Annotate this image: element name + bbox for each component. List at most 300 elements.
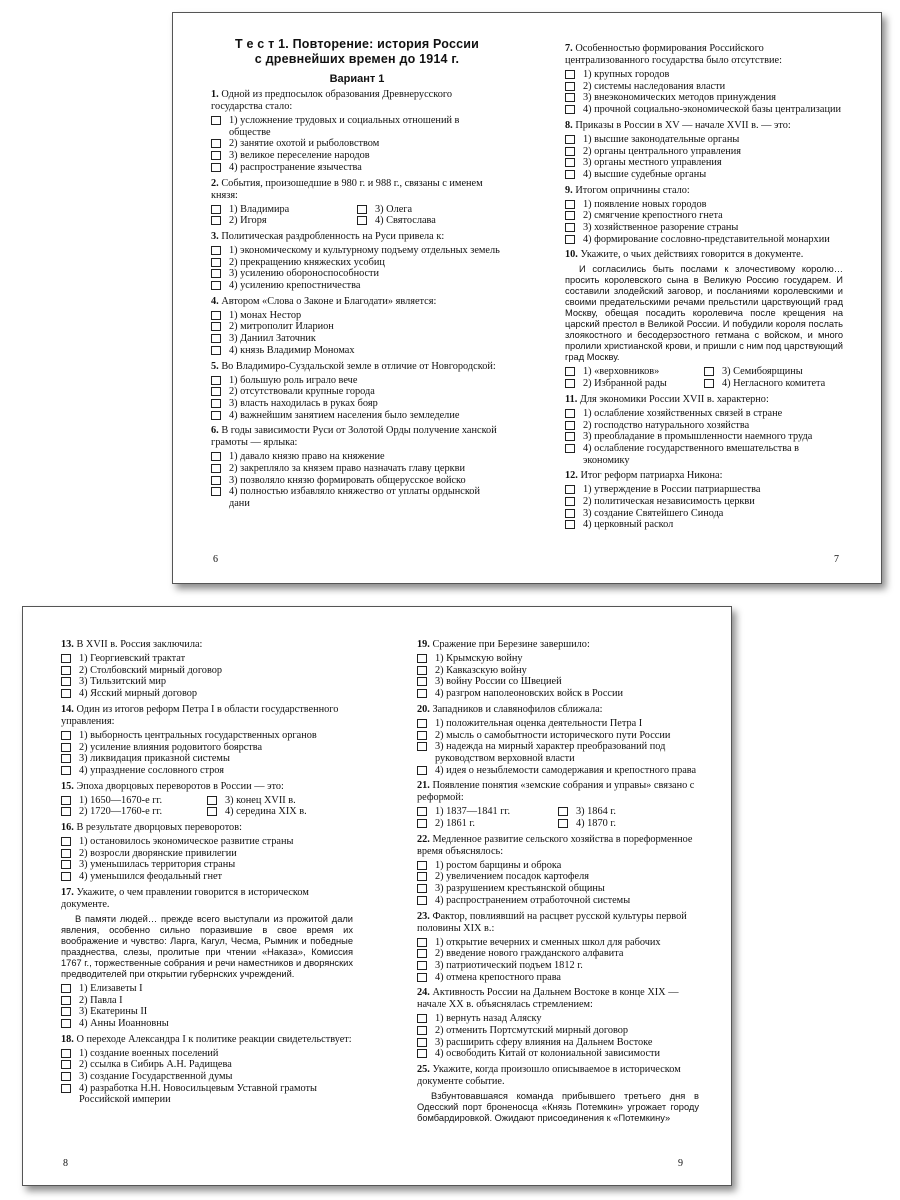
page-7-column — [565, 39, 843, 583]
answer-checkbox[interactable] — [417, 861, 427, 870]
answer-checkbox[interactable] — [211, 246, 221, 255]
answer-label: 3) Семибоярщины — [722, 366, 803, 378]
answer-checkbox[interactable] — [417, 742, 427, 751]
answer-option[interactable] — [565, 496, 843, 508]
answer-option[interactable] — [61, 1083, 353, 1106]
answer-option[interactable] — [565, 169, 843, 181]
answer-checkbox[interactable] — [207, 796, 217, 805]
answer-label: 2) прекращению княжеских усобиц — [229, 256, 385, 268]
question — [565, 120, 843, 181]
answer-checkbox[interactable] — [211, 376, 221, 385]
page-9-column — [417, 635, 699, 1185]
answer-checkbox[interactable] — [61, 1072, 71, 1081]
answer-checkbox[interactable] — [565, 520, 575, 529]
answer-option[interactable] — [61, 1006, 353, 1018]
answer-option[interactable] — [211, 333, 503, 345]
answer-option[interactable] — [61, 848, 353, 860]
answer-checkbox[interactable] — [417, 719, 427, 728]
answer-label: 1) вернуть назад Аляску — [435, 1013, 542, 1025]
answer-option[interactable] — [704, 366, 843, 378]
question-number: 5. — [211, 360, 219, 372]
question — [565, 249, 843, 389]
answer-option[interactable] — [417, 860, 699, 872]
answer-checkbox[interactable] — [211, 205, 221, 214]
answer-checkbox[interactable] — [211, 334, 221, 343]
answer-label: 1) 1650—1670-е гг. — [79, 794, 163, 806]
question-number: 13. — [61, 639, 74, 650]
answer-label: 4) распространением отработочной системы — [435, 894, 631, 906]
answer-option[interactable] — [211, 257, 503, 269]
answer-label: 1) монах Нестор — [229, 309, 302, 321]
answer-option[interactable] — [211, 410, 503, 422]
question-text — [417, 987, 699, 1011]
answer-checkbox[interactable] — [417, 677, 427, 686]
answer-label: 2) господство натурального хозяйства — [583, 419, 750, 431]
answer-option[interactable] — [565, 81, 843, 93]
answer-checkbox[interactable] — [61, 984, 71, 993]
question-number: 11. — [565, 393, 578, 405]
question-text — [61, 704, 353, 728]
answer-checkbox[interactable] — [61, 837, 71, 846]
answer-option[interactable] — [565, 69, 843, 81]
question-text — [417, 780, 699, 804]
question-number: 24. — [417, 987, 430, 999]
answer-option[interactable] — [207, 806, 353, 818]
answer-option[interactable] — [61, 1059, 353, 1071]
answer-label: 2) митрополит Иларион — [229, 321, 334, 333]
answer-checkbox[interactable] — [211, 258, 221, 267]
answer-option[interactable] — [558, 818, 699, 830]
answer-checkbox[interactable] — [211, 387, 221, 396]
answer-checkbox[interactable] — [417, 938, 427, 947]
answer-option[interactable] — [417, 1025, 699, 1037]
answer-label: 4) отмена крепостного права — [435, 971, 561, 983]
question-prompt: В XVII в. Россия заключила: — [76, 639, 203, 650]
question-number: 20. — [417, 703, 430, 715]
question-number: 16. — [61, 822, 74, 834]
question-prompt: Один из итогов реформ Петра I в области государственного управления: — [61, 703, 339, 727]
answer-checkbox[interactable] — [565, 93, 575, 102]
answer-option[interactable] — [565, 134, 843, 146]
answer-checkbox[interactable] — [207, 807, 217, 816]
answer-checkbox[interactable] — [211, 311, 221, 320]
answer-checkbox[interactable] — [417, 896, 427, 905]
answer-label: 2) системы наследования власти — [583, 80, 726, 92]
answer-options — [565, 69, 843, 116]
page-number: 9 — [678, 1158, 683, 1169]
answer-option[interactable] — [565, 408, 843, 420]
answer-option[interactable] — [565, 508, 843, 520]
question-prompt: Одной из предпосылок образования Древнерусского государства стало: — [211, 89, 452, 112]
question-number: 23. — [417, 910, 430, 922]
answer-option[interactable] — [565, 199, 843, 211]
answer-checkbox[interactable] — [61, 1007, 71, 1016]
answer-label: 1) положительная оценка деятельности Петра I — [435, 717, 643, 729]
question — [565, 394, 843, 467]
answer-option[interactable] — [417, 741, 699, 764]
answer-option[interactable] — [417, 688, 699, 700]
answer-label: 4) распространение язычества — [229, 161, 362, 173]
answer-checkbox[interactable] — [61, 872, 71, 881]
answer-options — [211, 115, 503, 174]
answer-option[interactable] — [417, 948, 699, 960]
answer-checkbox[interactable] — [417, 884, 427, 893]
answer-label: 4) Негласного комитета — [722, 378, 826, 390]
answer-checkbox[interactable] — [61, 689, 71, 698]
answer-option[interactable] — [417, 818, 558, 830]
answer-label: 4) 1870 г. — [576, 818, 616, 830]
answer-checkbox[interactable] — [565, 158, 575, 167]
answer-checkbox[interactable] — [61, 1084, 71, 1093]
answer-label: 2) усиление влияния родовитого боярства — [79, 741, 263, 753]
answer-checkbox[interactable] — [211, 452, 221, 461]
answer-checkbox[interactable] — [61, 860, 71, 869]
answer-option[interactable] — [357, 204, 503, 216]
question — [61, 822, 353, 883]
answer-checkbox[interactable] — [357, 216, 367, 225]
question — [61, 704, 353, 777]
answer-option[interactable] — [417, 1037, 699, 1049]
answer-options — [61, 795, 353, 818]
answer-label: 3) великое переселение народов — [229, 150, 370, 162]
answer-checkbox[interactable] — [565, 509, 575, 518]
question-number: 17. — [61, 886, 74, 898]
answer-option[interactable] — [417, 730, 699, 742]
answer-options — [211, 375, 503, 422]
question-text — [565, 120, 843, 132]
answer-option[interactable] — [61, 995, 353, 1007]
answer-checkbox[interactable] — [211, 139, 221, 148]
answer-checkbox[interactable] — [417, 949, 427, 958]
answer-option[interactable] — [565, 443, 843, 466]
answer-checkbox[interactable] — [417, 1049, 427, 1058]
answer-option[interactable] — [61, 983, 353, 995]
answer-option[interactable] — [417, 676, 699, 688]
answer-checkbox[interactable] — [565, 200, 575, 209]
answer-checkbox[interactable] — [61, 1019, 71, 1028]
answer-checkbox[interactable] — [417, 872, 427, 881]
answer-option[interactable] — [417, 960, 699, 972]
answer-checkbox[interactable] — [61, 796, 71, 805]
answer-option[interactable] — [61, 753, 353, 765]
answer-label: 4) усилению крепостничества — [229, 280, 361, 292]
answer-option[interactable] — [417, 665, 699, 677]
question-prompt: Укажите, когда произошло описываемое в историческом документе событие. — [417, 1064, 681, 1088]
answer-option[interactable] — [417, 653, 699, 665]
answer-option[interactable] — [565, 484, 843, 496]
answer-options — [61, 983, 353, 1030]
answer-label: 4) прочной социально-экономической базы централизации — [583, 104, 841, 116]
answer-option[interactable] — [61, 653, 353, 665]
answer-option[interactable] — [211, 451, 503, 463]
answer-option[interactable] — [61, 859, 353, 871]
answer-option[interactable] — [211, 310, 503, 322]
answer-checkbox[interactable] — [417, 654, 427, 663]
answer-option[interactable] — [211, 463, 503, 475]
answer-option[interactable] — [61, 1018, 353, 1030]
answer-checkbox[interactable] — [565, 170, 575, 179]
answer-label: 4) идея о незыблемости самодержавия и крепостного права — [435, 764, 697, 776]
answer-checkbox[interactable] — [417, 1014, 427, 1023]
answer-options — [417, 718, 699, 777]
page-8-column — [61, 635, 353, 1185]
answer-checkbox[interactable] — [211, 216, 221, 225]
answer-checkbox[interactable] — [417, 666, 427, 675]
answer-label: 4) князь Владимир Мономах — [229, 344, 355, 356]
answer-options — [61, 730, 353, 777]
answer-options — [61, 836, 353, 883]
question-number: 8. — [565, 119, 573, 131]
answer-option[interactable] — [565, 157, 843, 169]
answer-option[interactable] — [565, 431, 843, 443]
answer-checkbox[interactable] — [565, 105, 575, 114]
answer-checkbox[interactable] — [704, 367, 714, 376]
answer-option[interactable] — [211, 215, 357, 227]
answer-checkbox[interactable] — [61, 754, 71, 763]
answer-options — [211, 451, 503, 510]
answer-checkbox[interactable] — [565, 367, 575, 376]
answer-option[interactable] — [417, 937, 699, 949]
answer-option[interactable] — [211, 486, 503, 509]
answer-option[interactable] — [565, 234, 843, 246]
question-text — [417, 1064, 699, 1088]
answer-checkbox[interactable] — [417, 1038, 427, 1047]
answer-label: 3) конец XVII в. — [225, 794, 296, 806]
answer-checkbox[interactable] — [211, 322, 221, 331]
answer-option[interactable] — [61, 806, 207, 818]
answer-label: 1) Владимира — [229, 203, 290, 215]
answer-label: 4) полностью избавляло княжество от уплаты ордынской дани — [229, 486, 480, 510]
question-prompt: Автором «Слова о Законе и Благодати» является: — [221, 295, 437, 307]
answer-option[interactable] — [61, 795, 207, 807]
answer-option[interactable] — [417, 765, 699, 777]
answer-checkbox[interactable] — [417, 961, 427, 970]
answer-checkbox[interactable] — [565, 379, 575, 388]
answer-label: 2) Павла I — [79, 994, 123, 1006]
answer-option[interactable] — [558, 806, 699, 818]
answer-checkbox[interactable] — [61, 1060, 71, 1069]
page-number: 6 — [213, 554, 218, 565]
answer-checkbox[interactable] — [211, 399, 221, 408]
answer-option[interactable] — [61, 871, 353, 883]
answer-checkbox[interactable] — [565, 223, 575, 232]
question-prompt: Для экономики России XVII в. характерно: — [579, 393, 769, 405]
answer-option[interactable] — [211, 375, 503, 387]
answer-checkbox[interactable] — [61, 807, 71, 816]
question-number: 9. — [565, 184, 573, 196]
answer-label: 1) выборность центральных государственных органов — [79, 729, 317, 741]
question-text — [61, 822, 353, 834]
answer-checkbox[interactable] — [61, 1049, 71, 1058]
answer-label: 1) большую роль играло вече — [229, 374, 358, 386]
answer-option[interactable] — [61, 665, 353, 677]
answer-option[interactable] — [211, 162, 503, 174]
answer-checkbox[interactable] — [417, 973, 427, 982]
answer-option[interactable] — [565, 420, 843, 432]
answer-option[interactable] — [61, 765, 353, 777]
question — [417, 911, 699, 984]
answer-checkbox[interactable] — [211, 464, 221, 473]
answer-label: 4) ослабление государственного вмешательства в экономику — [583, 442, 799, 466]
answer-checkbox[interactable] — [417, 1026, 427, 1035]
answer-option[interactable] — [417, 972, 699, 984]
answer-checkbox[interactable] — [211, 346, 221, 355]
answer-checkbox[interactable] — [558, 807, 568, 816]
answer-checkbox[interactable] — [61, 849, 71, 858]
question-number: 21. — [417, 780, 430, 792]
answer-option[interactable] — [61, 1071, 353, 1083]
answer-option[interactable] — [565, 378, 704, 390]
question-text — [211, 361, 503, 373]
answer-checkbox[interactable] — [565, 235, 575, 244]
answer-option[interactable] — [211, 398, 503, 410]
answer-checkbox[interactable] — [565, 135, 575, 144]
question-list — [417, 639, 699, 1124]
answer-option[interactable] — [211, 245, 503, 257]
answer-checkbox[interactable] — [61, 731, 71, 740]
answer-label: 4) середина XIX в. — [225, 806, 307, 818]
answer-label: 3) надежда на мирный характер преобразований под руководством верховной власти — [435, 741, 666, 764]
answer-option[interactable] — [211, 345, 503, 357]
answer-checkbox[interactable] — [565, 497, 575, 506]
answer-checkbox[interactable] — [565, 211, 575, 220]
answer-label: 2) отсутствовали крупные города — [229, 386, 375, 398]
question-text — [61, 639, 353, 651]
answer-option[interactable] — [61, 688, 353, 700]
answer-checkbox[interactable] — [357, 205, 367, 214]
answer-checkbox[interactable] — [704, 379, 714, 388]
answer-option[interactable] — [417, 718, 699, 730]
question-text — [211, 231, 503, 243]
answer-label: 1) остановилось экономическое развитие страны — [79, 836, 294, 848]
question-number: 10. — [565, 249, 578, 261]
answer-option[interactable] — [704, 378, 843, 390]
answer-checkbox[interactable] — [565, 70, 575, 79]
answer-option[interactable] — [207, 795, 353, 807]
answer-label: 2) смягчение крепостного гнета — [583, 210, 723, 222]
answer-checkbox[interactable] — [61, 743, 71, 752]
answer-checkbox[interactable] — [558, 819, 568, 828]
answer-option[interactable] — [565, 366, 704, 378]
answer-checkbox[interactable] — [211, 281, 221, 290]
question-prompt: Сражение при Березине завершило: — [432, 639, 590, 650]
answer-option[interactable] — [211, 280, 503, 292]
answer-option[interactable] — [211, 475, 503, 487]
answer-option[interactable] — [565, 222, 843, 234]
answer-label: 3) усилению обороноспособности — [229, 268, 380, 280]
answer-checkbox[interactable] — [565, 409, 575, 418]
answer-checkbox[interactable] — [565, 444, 575, 453]
answer-option[interactable] — [211, 321, 503, 333]
answer-checkbox[interactable] — [417, 731, 427, 740]
question-prompt: Медленное развитие сельского хозяйства в пореформенное время объяснялось: — [417, 833, 693, 857]
question-prompt: Приказы в России в XV — начале XVII в. — это: — [575, 119, 791, 131]
answer-checkbox[interactable] — [417, 689, 427, 698]
answer-label: 1) открытие вечерних и сменных школ для рабочих — [435, 936, 661, 948]
answer-option[interactable] — [211, 138, 503, 150]
answer-checkbox[interactable] — [61, 654, 71, 663]
answer-checkbox[interactable] — [61, 766, 71, 775]
answer-option[interactable] — [211, 268, 503, 280]
answer-checkbox[interactable] — [417, 766, 427, 775]
answer-option[interactable] — [417, 806, 558, 818]
answer-option[interactable] — [61, 836, 353, 848]
answer-option[interactable] — [417, 883, 699, 895]
question-number: 12. — [565, 470, 578, 482]
answer-option[interactable] — [417, 1013, 699, 1025]
question-number: 19. — [417, 639, 430, 650]
answer-option[interactable] — [417, 871, 699, 883]
answer-checkbox[interactable] — [565, 147, 575, 156]
answer-option[interactable] — [61, 676, 353, 688]
question — [61, 887, 353, 1030]
answer-label: 1) крупных городов — [583, 69, 670, 80]
answer-checkbox[interactable] — [417, 819, 427, 828]
page-6-column — [211, 37, 503, 583]
answer-option[interactable] — [61, 742, 353, 754]
answer-option[interactable] — [211, 115, 503, 138]
answer-option[interactable] — [565, 104, 843, 116]
question — [211, 361, 503, 422]
question-prompt: Итогом опричнины стало: — [575, 184, 690, 196]
answer-checkbox[interactable] — [61, 666, 71, 675]
question — [211, 425, 503, 510]
answer-option[interactable] — [417, 895, 699, 907]
answer-option[interactable] — [357, 215, 503, 227]
question-number: 25. — [417, 1064, 430, 1076]
answer-label: 3) позволяло князю формировать общерусское войско — [229, 474, 466, 486]
answer-checkbox[interactable] — [211, 116, 221, 125]
answer-checkbox[interactable] — [211, 269, 221, 278]
answer-option[interactable] — [565, 519, 843, 531]
answer-option[interactable] — [61, 730, 353, 742]
answer-options — [211, 310, 503, 357]
answer-checkbox[interactable] — [211, 476, 221, 485]
answer-checkbox[interactable] — [211, 163, 221, 172]
answer-option[interactable] — [417, 1048, 699, 1060]
answer-option[interactable] — [565, 210, 843, 222]
answer-label: 3) Тильзитский мир — [79, 676, 167, 688]
answer-label: 1) 1837—1841 гг. — [435, 806, 511, 818]
answer-option[interactable] — [61, 1048, 353, 1060]
answer-checkbox[interactable] — [565, 421, 575, 430]
answer-options — [211, 245, 503, 292]
answer-options — [417, 860, 699, 907]
answer-checkbox[interactable] — [211, 411, 221, 420]
answer-option[interactable] — [565, 146, 843, 158]
answer-checkbox[interactable] — [61, 677, 71, 686]
question-text — [565, 394, 843, 406]
question-text — [61, 781, 353, 793]
answer-checkbox[interactable] — [61, 996, 71, 1005]
document-excerpt: В памяти людей… прежде всего выступали из прожитой дали явления, особенно сильно поразившие в свое время их воображение и чувство: Ларга, Кагул, Чесма, Рымник и победные празднества, слезы, пролитые при чтении «Наказа», Комиссия 1767 г., торжественные собрания и речи наместников и дворянских предводителей при открытии губернских учреждений. — [61, 913, 353, 979]
answer-checkbox[interactable] — [211, 151, 221, 160]
answer-label: 2) органы центрального управления — [583, 145, 742, 157]
answer-label: 1) усложнение трудовых и социальных отношений в обществе — [229, 115, 460, 138]
answer-checkbox[interactable] — [565, 82, 575, 91]
answer-option[interactable] — [565, 92, 843, 104]
answer-checkbox[interactable] — [417, 807, 427, 816]
question-text — [417, 911, 699, 935]
answer-checkbox[interactable] — [211, 487, 221, 496]
answer-checkbox[interactable] — [565, 432, 575, 441]
answer-option[interactable] — [211, 386, 503, 398]
answer-option[interactable] — [211, 150, 503, 162]
answer-label: 1) высшие законодательные органы — [583, 133, 740, 145]
answer-checkbox[interactable] — [565, 485, 575, 494]
question — [565, 185, 843, 246]
answer-option[interactable] — [211, 204, 357, 216]
